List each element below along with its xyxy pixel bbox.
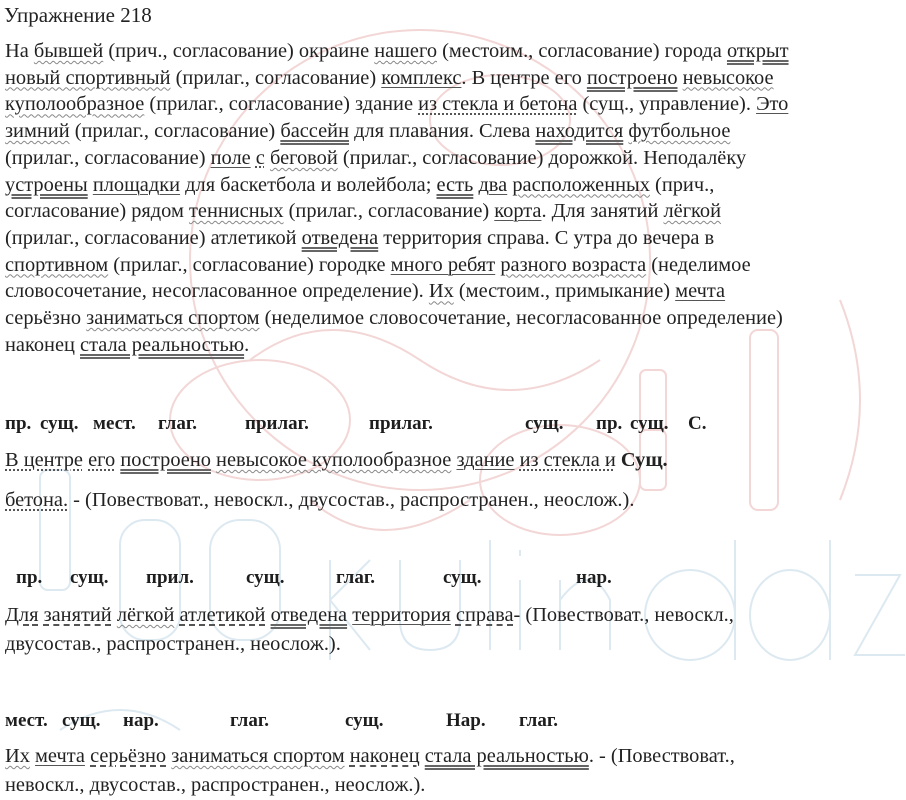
parsed-sentence-line [5,448,668,472]
pos-label: мест. [93,413,136,434]
underlined-word-dotted: В центре [5,449,83,471]
underlined-word-dotted: из стекла и бетона [418,93,578,116]
pos-label: глаг. [158,413,198,434]
parsed-sentence-line [5,632,341,656]
underlined-word-dotted: его [88,449,116,471]
underlined-word-wavy: лёгкой [663,200,722,223]
underlined-word-wavy: спортивном [5,253,109,276]
pos-label: пр. [5,413,32,434]
paragraph-line [5,65,903,92]
pos-label: сущ. [40,413,79,434]
underlined-word-solid: два [478,173,508,196]
paragraph-line [5,145,903,172]
underlined-word-wavy: Их [5,745,30,767]
text-run: (неделимое словосочетание, несогласованное определение) [259,307,783,330]
text-run: словосочетание, несогласованное определение). [5,280,429,303]
pos-label: сущ. [62,710,101,731]
bold-label: Сущ. [620,449,668,471]
text-run: (прилаг., согласование) атлетикой [5,226,302,249]
pos-label: сущ. [525,413,564,434]
underlined-word-double: устроены [5,173,88,196]
underlined-word-double: открыт [726,40,789,62]
underlined-word-wavy: лёгкой [116,604,175,626]
parsed-sentence-line [5,603,734,627]
parsed-sentence-line [5,773,425,797]
underlined-word-double: построено [586,66,678,89]
text-run: . [244,333,250,356]
paragraph-line [5,305,903,332]
text-run: (прилаг., согласование) здание [144,93,419,116]
underlined-word-double: отведена [270,604,348,626]
text-run: территория справа. С утра до вечера в [378,226,715,249]
pos-label: глаг. [336,567,376,588]
pos-label: глаг. [519,710,559,731]
paragraph-line [5,198,903,225]
text-run: серьёзно [5,307,87,330]
pos-label: сущ. [443,567,482,588]
exercise-title: Упражнение 218 [4,3,152,27]
underlined-word-wavy: зимний [5,120,70,143]
pos-label: сущ. [345,710,384,731]
underlined-word-wavy: теннисных [188,200,284,223]
paragraph-line [5,91,903,118]
underlined-word-wavy: расположенных [512,173,650,196]
text-run: для плавания. Слева [348,120,536,143]
underlined-word-wavy: Их [428,280,454,303]
pos-label: мест. [5,710,48,731]
pos-label: С. [688,413,707,434]
text-run: . Для занятий [541,200,664,223]
underlined-word-wavy: нашего [374,40,438,62]
underlined-word-wavy: бывшей [33,40,104,62]
underlined-word-solid: площадки [92,173,181,196]
pos-label: глаг. [230,710,270,731]
underlined-word-solid: поле [210,146,251,169]
underlined-word-double: находится [535,120,624,143]
text-run: - (Повествоват., невоскл., двусостав., распространен., неослож.). [68,489,635,511]
pos-label: нар. [123,710,159,731]
text-run: . В центре его [461,66,587,89]
underlined-word-dashdot: справа [455,604,514,626]
parsed-sentence-line [5,744,735,768]
underlined-word-wavy: беговой [269,146,338,169]
underlined-word-dashdot: занятий [43,604,112,626]
text-run: (прич., согласование) окраине [103,40,375,62]
text-run: двусостав., распространен., неослож.). [5,633,341,655]
text-run: (сущ., управление). [577,93,757,116]
paragraph-line [5,332,903,359]
underlined-word-dashdot: атлетикой [179,604,266,626]
text-run: На [5,40,34,62]
paragraph-line [5,225,903,252]
underlined-word-wavy: новый спортивный [5,66,171,89]
underlined-word-wavy: разного возраста [500,253,647,276]
underlined-word-wavy: заниматься спортом [86,307,260,330]
text-run: . - (Повествоват., [588,745,735,767]
underlined-word-double: стала реальностью [424,745,589,767]
pos-label: сущ. [630,413,669,434]
pos-label: пр. [596,413,623,434]
underlined-word-wavy: заниматься спортом [171,745,345,767]
pos-label: прилаг. [369,413,433,434]
underlined-word-solid: мечта [35,745,85,767]
exercise-paragraph [5,38,903,358]
underlined-word-wavy: куполообразное [5,93,145,116]
underlined-word-dashdot: наконец [349,745,420,767]
underlined-word-wavy: невысокое [682,66,774,89]
parsed-sentence-line [5,488,634,512]
underlined-word-solid: много ребят [390,253,496,276]
underlined-word-double: есть [436,173,474,196]
text-run: (прилаг., согласование) [170,66,382,89]
paragraph-line [5,38,903,65]
underlined-word-dotted: с [255,146,265,169]
text-run: (прилаг., согласование) [5,146,211,169]
paragraph-line [5,118,903,145]
underlined-word-double: бассейн [280,120,349,143]
underlined-word-solid: мечта [675,280,726,303]
paragraph-line [5,252,903,279]
underlined-word-dashdot: серьёзно [90,745,167,767]
underlined-word-solid: территория [352,604,451,626]
text-run: наконец [5,333,81,356]
pos-label: пр. [16,567,43,588]
text-run: (прилаг., согласование) дорожкой. Неподалёку [337,146,747,169]
underlined-word-solid: комплекс [381,66,462,89]
underlined-word-solid: корта [494,200,542,223]
text-run: (неделимое [646,253,751,276]
underlined-word-dashdot: Для [5,604,39,626]
text-run: для баскетбола и волейбола; [180,173,437,196]
underlined-word-double: построено [120,449,211,471]
underlined-word-double: отведена [301,226,379,249]
pos-label: сущ. [70,567,109,588]
underlined-word-solid: здание [456,449,515,471]
pos-label: сущ. [246,567,285,588]
underlined-word-wavy: невысокое куполообразное [216,449,452,471]
text-run: невоскл., двусостав., распространен., неослож.). [5,774,426,796]
pos-label: прилаг. [245,413,309,434]
text-run: (прилаг., согласование) городке [108,253,391,276]
text-run: (прилаг., согласование) [69,120,281,143]
underlined-word-dotted: бетона. [5,489,69,511]
underlined-word-wavy: футбольное [628,120,731,143]
text-run: (прилаг., согласование) [283,200,495,223]
pos-label: прил. [146,567,194,588]
text-run: согласование) рядом [5,200,189,223]
pos-label: Нар. [446,710,486,731]
underlined-word-dotted: из стекла и [519,449,616,471]
underlined-word-double: стала реальностью [80,333,245,356]
text-run: (местоим., примыкание) [453,280,676,303]
underlined-word-solid: Это [756,93,789,116]
text-run: - (Повествоват., невоскл., [513,604,734,626]
paragraph-line [5,172,903,199]
paragraph-line [5,278,903,305]
text-run: (прич., [649,173,715,196]
text-run: (местоим., согласование) города [437,40,727,62]
pos-label: нар. [576,567,612,588]
